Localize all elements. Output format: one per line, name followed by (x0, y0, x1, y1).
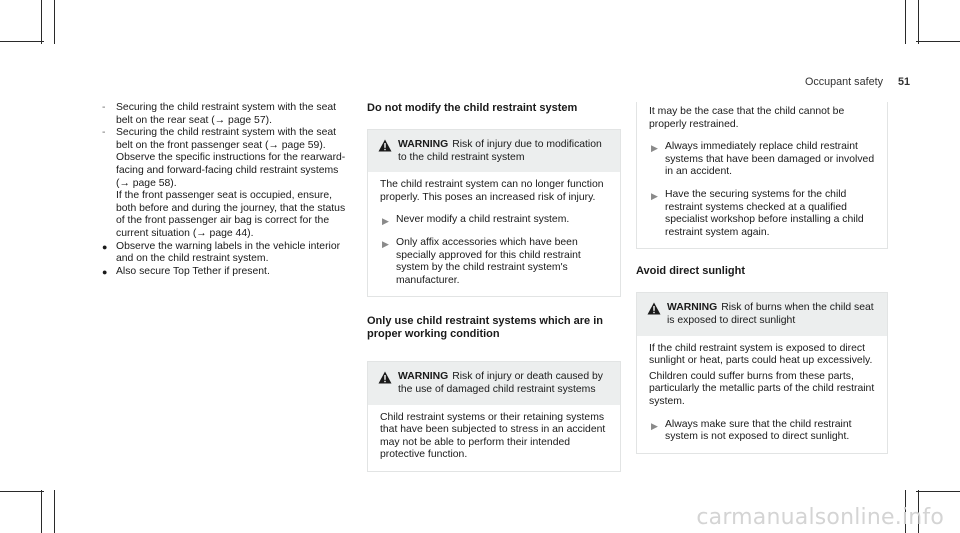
arrow-right-icon: ▶ (382, 238, 389, 249)
list-item-text: Also secure Top Tether if present. (116, 265, 270, 277)
section-title: Occupant safety (804, 76, 883, 88)
list-item (102, 102, 350, 127)
instruction-step (649, 141, 877, 179)
column-3 (636, 102, 888, 454)
column-1 (102, 102, 350, 278)
warning-triangle-icon (647, 302, 661, 315)
arrow-right-icon: ▶ (651, 143, 658, 154)
warning-continuation (636, 102, 888, 249)
instruction-step (380, 237, 610, 287)
list-item-text: Observe the warning labels in the vehicle interior and on the child restraint system. (116, 240, 341, 265)
warning-text: If the child restraint system is exposed to direct sunlight or heat, parts could heat up excessively. (649, 342, 873, 367)
warning-header (368, 130, 620, 172)
instruction-step (380, 214, 610, 227)
crop-mark (54, 490, 55, 533)
list-item-text: Securing the child restraint system with the seat belt on the front passenger seat (→ page 59). Observe the specific instructions for the rearward-facing and forward-facing child restraint systems (→ page 58). (116, 127, 346, 189)
crop-mark (905, 0, 906, 44)
arrow-right-icon: ▶ (651, 420, 658, 431)
arrow-right-icon: ▶ (382, 216, 389, 227)
dash-icon: - (102, 102, 106, 113)
list-item (102, 266, 350, 279)
warning-text: Children could suffer burns from these parts, particularly the metallic parts of the child restraint system. (649, 370, 875, 407)
crop-mark (54, 0, 55, 44)
warning-title: Risk of burns when the child seat is exposed to direct sunlight (667, 302, 874, 326)
warning-triangle-icon (378, 371, 392, 384)
step-text: Only affix accessories which have been specially approved for this child restraint system by the child restraint system's manufacturer. (396, 236, 581, 286)
warning-body (368, 172, 620, 296)
list-item (102, 241, 350, 266)
step-text: Have the securing systems for the child restraint systems checked at a qualified specialist workshop before installing a child restraint system again. (665, 188, 864, 238)
crop-mark (41, 490, 42, 533)
warning-box (367, 129, 621, 297)
warning-title: Risk of injury or death caused by the use of damaged child restraint systems (398, 371, 603, 395)
crop-mark (918, 0, 919, 44)
step-text: Always immediately replace child restraint systems that have been damaged or involved in an accident. (665, 141, 875, 178)
arrow-right-icon: ▶ (651, 190, 658, 201)
list-item (102, 127, 350, 190)
page-header (805, 76, 910, 89)
section-heading: Only use child restraint systems which are in proper working condition (367, 315, 603, 341)
note-paragraph: If the front passenger seat is occupied, ensure, both before and during the journey, that the status of the front passenger air bag is correct for the current situation (→ page 44). (116, 190, 346, 239)
warning-body (368, 405, 620, 471)
dash-icon: - (102, 127, 106, 139)
warning-text: The child restraint system can no longer function properly. This poses an increased risk of injury. (380, 179, 604, 203)
warning-text: Child restraint systems or their retaining systems that have been subjected to stress in an accident may not be able to perform their intended protective function. (380, 411, 606, 461)
warning-header (637, 293, 887, 335)
instruction-step (649, 419, 877, 444)
crop-mark (41, 0, 42, 44)
warning-label: WARNING (398, 371, 449, 383)
step-text: Always make sure that the child restraint system is not exposed to direct sunlight. (665, 418, 852, 443)
crop-mark (916, 41, 960, 42)
warning-header (368, 362, 620, 404)
crop-mark (0, 41, 44, 42)
warning-box (636, 292, 888, 453)
page-number: 51 (897, 76, 910, 88)
column-2 (367, 102, 621, 472)
watermark: carmanualsonline.info (696, 505, 944, 531)
list-item-text: Securing the child restraint system with the seat belt on the rear seat (→ page 57). (116, 102, 337, 126)
bullet-dot-icon: ● (102, 266, 108, 277)
section-heading: Do not modify the child restraint system (367, 102, 578, 114)
warning-triangle-icon (378, 139, 392, 152)
step-text: Never modify a child restraint system. (396, 214, 570, 226)
instruction-step (649, 189, 877, 239)
warning-label: WARNING (667, 302, 718, 314)
warning-label: WARNING (398, 139, 449, 150)
crop-mark (916, 491, 960, 492)
section-heading: Avoid direct sunlight (636, 265, 745, 278)
warning-text: It may be the case that the child cannot be properly restrained. (649, 106, 845, 130)
warning-body (637, 336, 887, 453)
warning-box (367, 361, 621, 472)
warning-title: Risk of injury due to modification to the child restraint system (398, 139, 602, 163)
crop-mark (0, 491, 44, 492)
bullet-dot-icon: ● (102, 241, 108, 252)
